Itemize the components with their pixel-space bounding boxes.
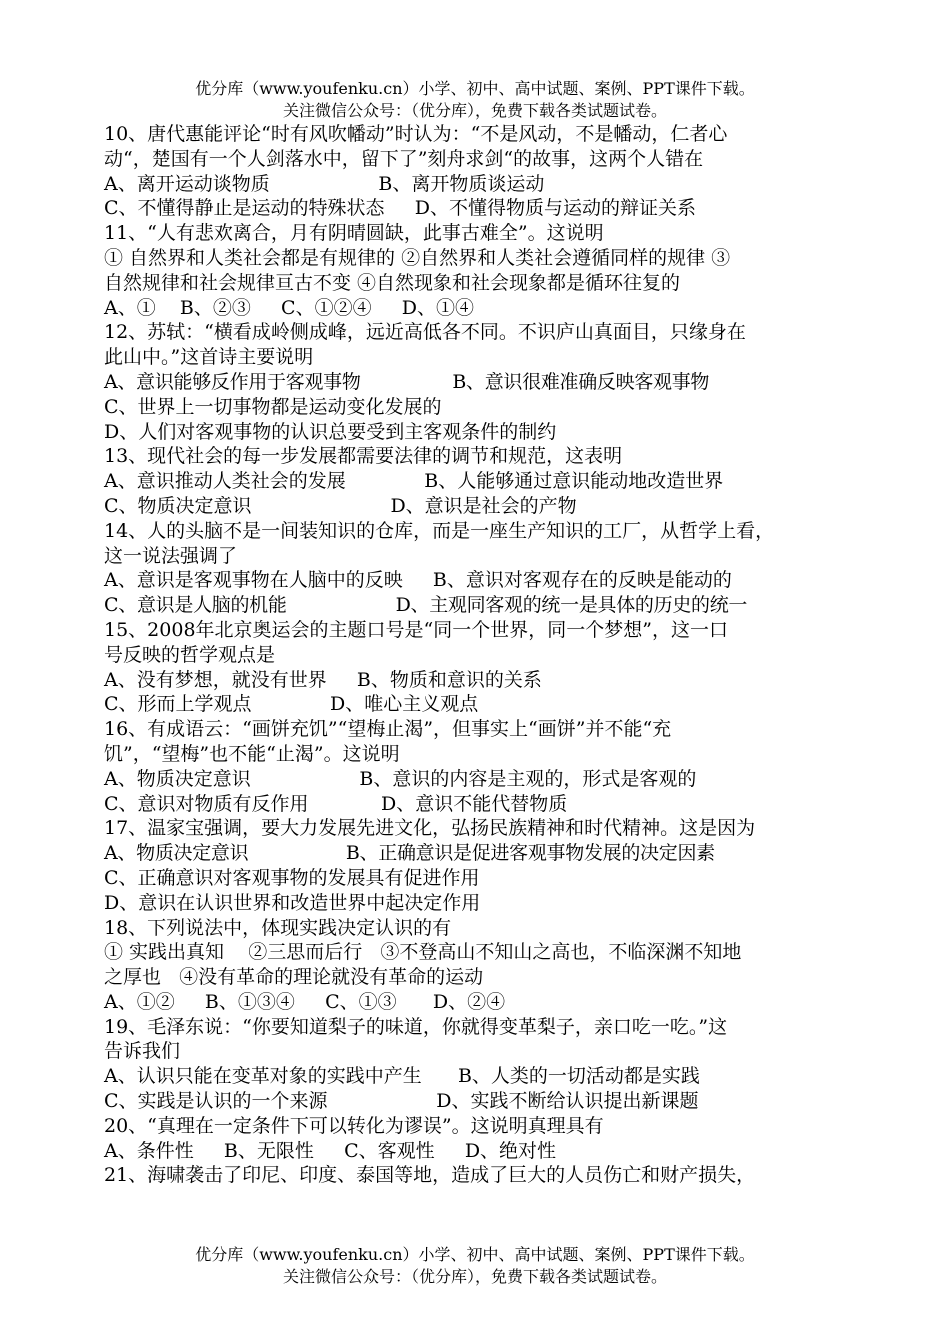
text-line: 10、唐代惠能评论“时有风吹幡动”时认为：“不是风动，不是幡动，仁者心 [104,123,728,145]
text-line: 16、有成语云：“画饼充饥”“望梅止渴”，但事实上“画饼”并不能“充 [104,718,672,741]
text-line: 号反映的哲学观点是 [104,643,276,666]
text-line: 告诉我们 [104,1040,181,1063]
header-line-1: 优分库（www.youfenku.cn）小学、初中、高中试题、案例、PPT课件下载。 [195,79,755,98]
text-line: C、世界上一切事物都是运动变化发展的 [104,395,442,418]
text-line: 17、温家宝强调，要大力发展先进文化，弘扬民族精神和时代精神。这是因为 [104,817,756,840]
text-line: 21、海啸袭击了印尼、印度、泰国等地，造成了巨大的人员伤亡和财产损失， [104,1164,756,1187]
text-line: C、实践是认识的一个来源 D、实践不断给认识提出新课题 [104,1090,699,1113]
text-line: 18、下列说法中，体现实践决定认识的有 [104,916,452,939]
text-line: D、人们对客观事物的认识总要受到主客观条件的制约 [104,420,557,443]
text-line: 14、人的头脑不是一间装知识的仓库，而是一座生产知识的工厂，从哲学上看， [104,519,775,542]
text-line: A、离开运动谈物质 B、离开物质谈运动 [104,172,545,195]
text-line: 19、毛泽东说：“你要知道梨子的味道，你就得变革梨子，亲口吃一吃。”这 [104,1015,728,1038]
text-line: A、物质决定意识 B、意识的内容是主观的，形式是客观的 [104,767,697,790]
text-line: ① 实践出真知 ②三思而后行 ③不登高山不知山之高也，不临深渊不知地 [104,941,742,964]
text-line: D、意识在认识世界和改造世界中起决定作用 [104,891,481,914]
footer-line-2: 关注微信公众号：（优分库），免费下载各类试题试卷。 [282,1267,667,1286]
text-line: A、意识能够反作用于客观事物 B、意识很难准确反映客观事物 [104,370,710,393]
page-header [0,78,950,122]
page-footer [0,1244,950,1288]
text-line: 20、“真理在一定条件下可以转化为谬误”。这说明真理具有 [104,1114,604,1137]
text-line: 动“，楚国有一个人剑落水中，留下了”刻舟求剑“的故事，这两个人错在 [104,147,704,170]
text-line: A、意识是客观事物在人脑中的反映 B、意识对客观存在的反映是能动的 [104,569,732,592]
text-line: 此山中。”这首诗主要说明 [104,346,314,369]
text-line: A、① B、②③ C、①②④ D、①④ [104,296,475,319]
text-line: A、没有梦想，就没有世界 B、物质和意识的关系 [104,668,542,691]
text-line: 之厚也 ④没有革命的理论就没有革命的运动 [104,966,484,989]
text-line: 这一说法强调了 [104,544,238,567]
text-line: C、形而上学观点 D、唯心主义观点 [104,693,479,716]
text-line: A、①② B、①③④ C、①③ D、②④ [104,990,506,1013]
text-line: 饥”，“望梅”也不能“止渴”。这说明 [104,742,400,765]
text-line: A、意识推动人类社会的发展 B、人能够通过意识能动地改造世界 [104,470,724,493]
text-line: A、条件性 B、无限性 C、客观性 D、绝对性 [104,1139,557,1162]
text-line: C、不懂得静止是运动的特殊状态 D、不懂得物质与运动的辩证关系 [104,197,696,220]
text-line: C、意识对物质有反作用 D、意识不能代替物质 [104,792,568,815]
text-line: 12、苏轼：“横看成岭侧成峰，远近高低各不同。不识庐山真面目，只缘身在 [104,321,746,344]
text-line: 11、“人有悲欢离合，月有阴晴圆缺，此事古难全”。这说明 [104,222,604,245]
text-line: ① 自然界和人类社会都是有规律的 ②自然界和人类社会遵循同样的规律 ③ [104,246,731,269]
text-line: 自然规律和社会规律亘古不变 ④自然现象和社会现象都是循环往复的 [104,271,681,294]
footer-line-1: 优分库（www.youfenku.cn）小学、初中、高中试题、案例、PPT课件下载。 [195,1245,755,1264]
question-body [104,122,864,1188]
text-line: C、物质决定意识 D、意识是社会的产物 [104,494,577,517]
text-line: 15、2008年北京奥运会的主题口号是“同一个世界，同一个梦想”，这一口 [104,618,728,641]
text-line: A、认识只能在变革对象的实践中产生 B、人类的一切活动都是实践 [104,1065,700,1088]
text-line: C、意识是人脑的机能 D、主观同客观的统一是具体的历史的统一 [104,594,748,617]
text-line: A、物质决定意识 B、正确意识是促进客观事物发展的决定因素 [104,842,715,865]
text-line: C、正确意识对客观事物的发展具有促进作用 [104,866,480,889]
header-line-2: 关注微信公众号：（优分库），免费下载各类试题试卷。 [282,101,667,120]
text-line: 13、现代社会的每一步发展都需要法律的调节和规范，这表明 [104,445,623,468]
